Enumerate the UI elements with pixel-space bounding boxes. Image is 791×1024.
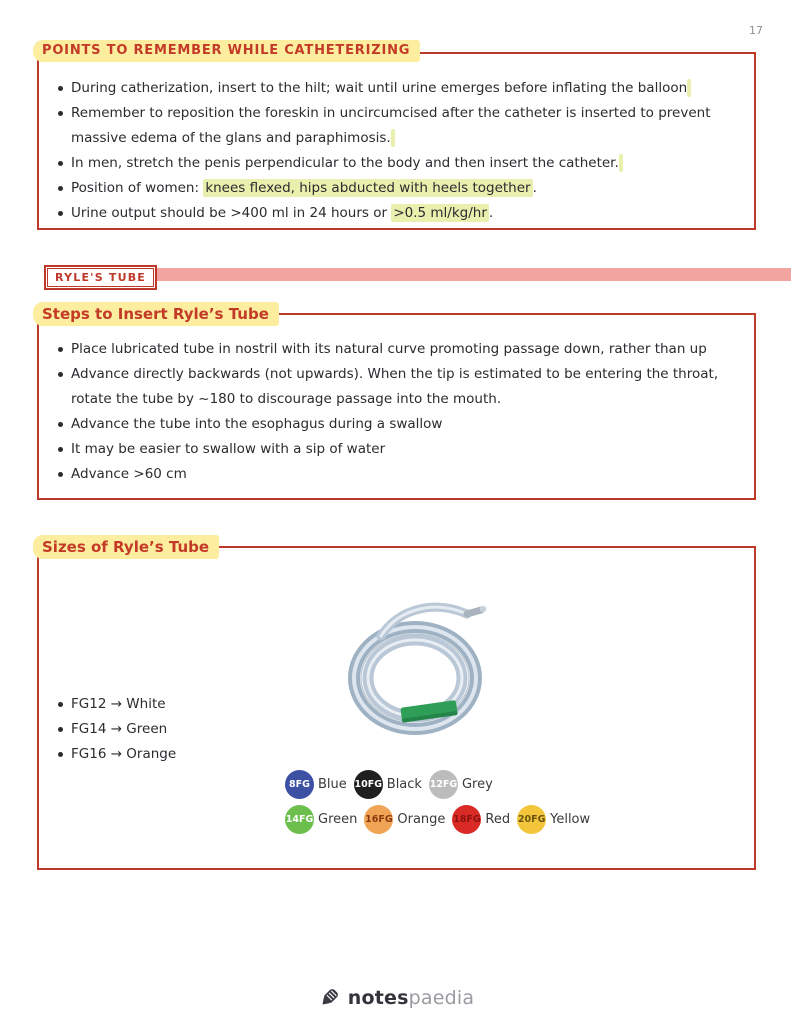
- legend-item-12fg: [429, 770, 493, 799]
- sizes-box: [37, 546, 756, 870]
- chapter-banner-strip: [130, 268, 791, 281]
- highlighted-text: knees flexed, hips abducted with heels together: [205, 180, 531, 196]
- highlighted-text: [619, 154, 623, 172]
- legend-label: Black: [386, 777, 422, 792]
- logo-wordmark: notespaedia: [347, 986, 475, 1009]
- legend-item-10fg: [354, 770, 422, 799]
- list-item: Position of women: knees flexed, hips abducted with heels together .: [39, 176, 730, 201]
- steps-bullet-list: [39, 315, 754, 487]
- catheter-points-box: [37, 52, 756, 230]
- size-circle-14fg: 14FG: [285, 805, 314, 834]
- list-item: It may be easier to swallow with a sip of water: [39, 437, 730, 462]
- highlighted-text: [391, 129, 395, 147]
- list-item: FG14 → Green: [39, 717, 176, 742]
- legend-item-8fg: [285, 770, 347, 799]
- legend-label: Green: [318, 812, 358, 827]
- legend-label: Red: [485, 812, 511, 827]
- section-title-steps: Steps to Insert Ryle’s Tube: [33, 302, 279, 326]
- highlighted-text: [687, 79, 691, 97]
- list-item: In men, stretch the penis perpendicular to the body and then insert the catheter.: [39, 151, 730, 176]
- steps-box: [37, 313, 756, 500]
- list-item: Urine output should be >400 ml in 24 hours or >0.5 ml/kg/hr .: [39, 201, 730, 226]
- size-circle-16fg: 16FG: [364, 805, 393, 834]
- size-legend-row-2: [285, 805, 590, 834]
- section-title-sizes: Sizes of Ryle’s Tube: [33, 535, 219, 559]
- legend-label: Blue: [318, 777, 347, 792]
- list-item: Advance >60 cm: [39, 462, 730, 487]
- size-circle-12fg: 12FG: [429, 770, 458, 799]
- chapter-title: RYLE'S TUBE: [47, 268, 154, 287]
- sizes-bullet-list: [39, 670, 200, 767]
- highlighted-text: >0.5 ml/kg/hr: [393, 205, 487, 221]
- notespaedia-logo: [0, 985, 791, 1010]
- list-item: Remember to reposition the foreskin in uncircumcised after the catheter is inserted to prevent massive edema of the glans and paraphimosis.: [39, 101, 730, 151]
- section-title-catheterizing: POINTS TO REMEMBER WHILE CATHETERIZING: [33, 40, 420, 62]
- catheter-bullet-list: [39, 54, 754, 226]
- chapter-title-box: [44, 265, 157, 290]
- legend-item-16fg: [364, 805, 445, 834]
- size-legend-row-1: [285, 770, 493, 799]
- size-circle-10fg: 10FG: [354, 770, 383, 799]
- list-item: FG16 → Orange: [39, 742, 176, 767]
- list-item: Advance the tube into the esophagus during a swallow: [39, 412, 730, 437]
- size-circle-8fg: 8FG: [285, 770, 314, 799]
- list-item: FG12 → White: [39, 692, 176, 717]
- page-number: 17: [749, 24, 763, 37]
- list-item: Place lubricated tube in nostril with its natural curve promoting passage down, rather than up: [39, 337, 730, 362]
- size-circle-18fg: 18FG: [452, 805, 481, 834]
- legend-label: Orange: [397, 812, 446, 827]
- size-circle-20fg: 20FG: [517, 805, 546, 834]
- list-item: Advance directly backwards (not upwards). When the tip is estimated to be entering the throat, rotate the tube by ~180 to discourage passage into the mouth.: [39, 362, 730, 412]
- ryles-tube-image: [331, 594, 503, 746]
- list-item: During catherization, insert to the hilt; wait until urine emerges before inflating the balloon: [39, 76, 730, 101]
- legend-label: Grey: [461, 777, 493, 792]
- pencil-icon: [317, 985, 342, 1010]
- legend-item-14fg: [285, 805, 357, 834]
- legend-label: Yellow: [550, 812, 591, 827]
- legend-item-20fg: [517, 805, 590, 834]
- legend-item-18fg: [452, 805, 510, 834]
